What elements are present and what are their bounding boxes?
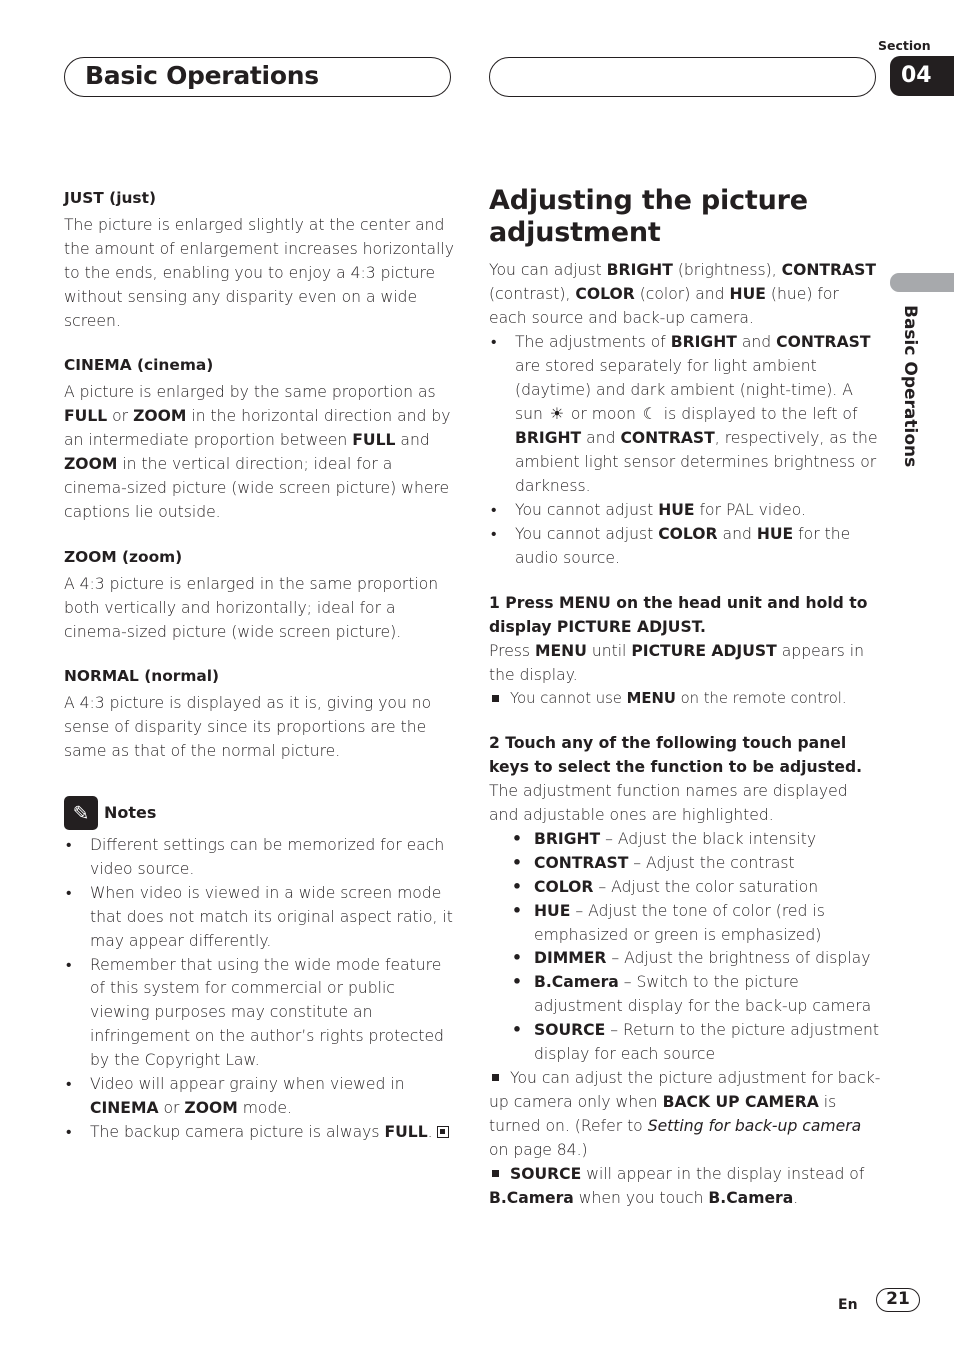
zoom-text: A 4:3 picture is enlarged in the same proportion both vertically and horizontally; ideal for a cinema-sized picture (wide screen picture). xyxy=(64,574,439,641)
just-heading: JUST (just) xyxy=(64,189,156,207)
page-number: 21 xyxy=(876,1288,920,1312)
right-column xyxy=(489,185,881,1210)
pencil-note-icon: ✎ xyxy=(64,796,98,830)
bullet-item: • You cannot adjust COLOR and HUE for the audio source. xyxy=(489,523,881,571)
page-title: Basic Operations xyxy=(85,61,319,90)
section-heading: Adjusting the picture adjustment xyxy=(489,185,808,248)
square-bullet-icon xyxy=(492,1074,499,1081)
section-label: Section xyxy=(878,38,931,53)
intro-bullets xyxy=(489,331,881,571)
header-title-box xyxy=(64,57,451,97)
function-item: • COLOR – Adjust the color saturation xyxy=(509,876,881,900)
notes-header xyxy=(64,796,454,830)
note-item: • Remember that using the wide mode feature of this system for commercial or public viewing purposes may constitute an infringement on the author’s rights protected by the Copyright Law. xyxy=(64,954,454,1074)
step-1-heading: 1 Press MENU on the head unit and hold to display PICTURE ADJUST. xyxy=(489,593,868,636)
header-blank-box xyxy=(489,57,876,97)
function-list xyxy=(489,828,881,1067)
step-2-text: The adjustment function names are displayed and adjustable ones are highlighted. xyxy=(489,782,848,825)
step-2-note-1: You can adjust the picture adjustment for back-up camera only when BACK UP CAMERA is turned on. (Refer to Setting for back-up camera on page 84.) xyxy=(489,1069,881,1159)
square-bullet-icon xyxy=(492,1170,499,1177)
section-number: 04 xyxy=(890,56,954,96)
bullet-item: • The adjustments of BRIGHT and CONTRAST are stored separately for light ambient (daytime) and dark ambient (night-time). A sun ☀ or moon ☾ is displayed to the left of BRIGHT and CONTRAST, respectively, as the ambient light sensor determines brightness or darkness. xyxy=(489,331,881,499)
note-item: • Different settings can be memorized for each video source. xyxy=(64,834,454,882)
function-item: • B.Camera – Switch to the picture adjustment display for the back-up camera xyxy=(509,971,881,1019)
side-tab-bar xyxy=(890,273,954,292)
sun-icon: ☀ xyxy=(549,404,565,424)
notes-title: Notes xyxy=(104,803,157,823)
just-text: The picture is enlarged slightly at the center and the amount of enlargement increases horizontally to the ends, enabling you to enjoy a 4:3 picture without sensing any disparity even on a wide screen. xyxy=(64,215,454,330)
step-2-note-2: SOURCE will appear in the display instead of B.Camera when you touch B.Camera. xyxy=(489,1164,865,1207)
function-item: • BRIGHT – Adjust the black intensity xyxy=(509,828,881,852)
language-label: En xyxy=(838,1297,858,1313)
bullet-item: • You cannot adjust HUE for PAL video. xyxy=(489,499,881,523)
step-2-heading: 2 Touch any of the following touch panel keys to select the function to be adjusted. xyxy=(489,734,863,777)
normal-text: A 4:3 picture is displayed as it is, giving you no sense of disparity since its proportions are the same as that of the normal picture. xyxy=(64,694,432,761)
note-item: • When video is viewed in a wide screen mode that does not match its original aspect ratio, it may appear differently. xyxy=(64,882,454,954)
note-item: • The backup camera picture is always FULL. xyxy=(64,1121,454,1145)
intro-text: You can adjust BRIGHT (brightness), CONTRAST (contrast), COLOR (color) and HUE (hue) for each source and back-up camera. xyxy=(489,261,876,327)
left-column xyxy=(64,187,454,1145)
moon-icon: ☾ xyxy=(642,404,658,424)
function-item: • HUE – Adjust the tone of color (red is emphasized or green is emphasized) xyxy=(509,900,881,948)
step-1-text: Press MENU until PICTURE ADJUST appears in the display. xyxy=(489,641,864,684)
function-item: • CONTRAST – Adjust the contrast xyxy=(509,852,881,876)
zoom-heading: ZOOM (zoom) xyxy=(64,547,183,566)
side-tab-label: Basic Operations xyxy=(900,305,920,468)
step-1-note: You cannot use MENU on the remote control. xyxy=(489,687,881,711)
note-item: • Video will appear grainy when viewed in CINEMA or ZOOM mode. xyxy=(64,1073,454,1121)
function-item: • DIMMER – Adjust the brightness of display xyxy=(509,947,881,971)
cinema-heading: CINEMA (cinema) xyxy=(64,356,214,375)
normal-heading: NORMAL (normal) xyxy=(64,667,220,686)
function-item: • SOURCE – Return to the picture adjustment display for each source xyxy=(509,1019,881,1067)
square-bullet-icon xyxy=(492,695,499,702)
cinema-text: A picture is enlarged by the same proportion as FULL or ZOOM in the horizontal direction and by an intermediate proportion between FULL and ZOOM in the vertical direction; ideal for a cinema-sized picture (wide screen picture) where captions lie outside. xyxy=(64,383,451,521)
notes-list xyxy=(64,834,454,1145)
end-mark-icon xyxy=(437,1126,449,1138)
